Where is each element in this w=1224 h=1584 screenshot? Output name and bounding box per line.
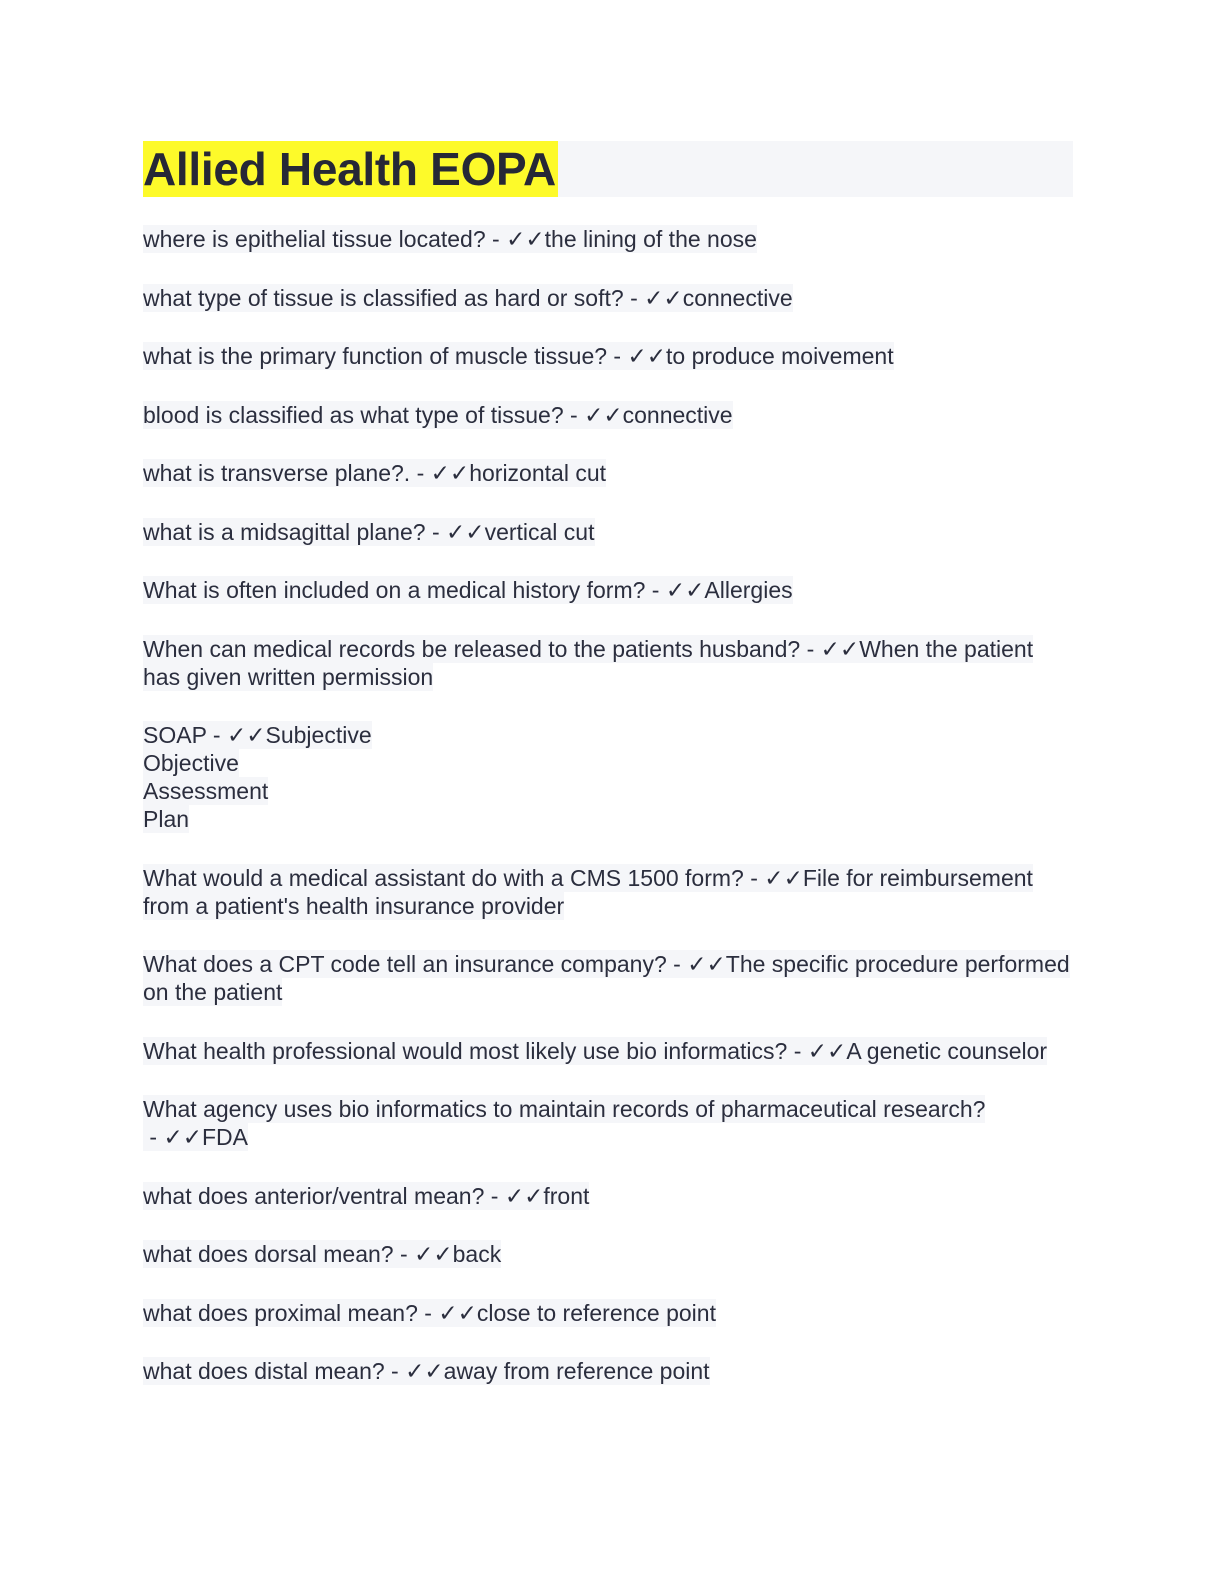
qa-item bbox=[143, 721, 1073, 833]
qa-list bbox=[143, 225, 1073, 1385]
answer-text: FDA bbox=[202, 1124, 248, 1150]
check-mark-icon: ✓✓ bbox=[506, 226, 545, 252]
qa-item bbox=[143, 518, 1073, 546]
separator-dash: - bbox=[607, 343, 628, 369]
check-mark-icon: ✓✓ bbox=[764, 864, 803, 891]
qa-item bbox=[143, 225, 1073, 253]
separator-dash: - bbox=[666, 951, 688, 977]
qa-item bbox=[143, 459, 1073, 487]
question-text: what does proximal mean? bbox=[143, 1299, 418, 1326]
question-text: what is the primary function of muscle tissue? bbox=[143, 343, 608, 369]
answer-text: the lining of the nose bbox=[544, 226, 757, 252]
separator-dash: - bbox=[417, 1299, 439, 1326]
answer-extra-line: Assessment bbox=[143, 778, 269, 804]
separator-dash: - bbox=[425, 518, 447, 545]
question-text: where is epithelial tissue located? bbox=[143, 226, 486, 252]
answer-text: File for reimbursement from a patient's health insurance provider bbox=[143, 864, 1033, 919]
question-text: When can medical records be released to the patients husband? bbox=[143, 635, 801, 662]
title-bar bbox=[143, 141, 1073, 197]
qa-text bbox=[143, 1037, 1047, 1065]
question-text: what does distal mean? bbox=[143, 1358, 385, 1384]
separator-dash: - bbox=[384, 1358, 406, 1384]
answer-text: horizontal cut bbox=[469, 460, 607, 486]
answer-text: to produce moivement bbox=[666, 343, 894, 369]
answer-text: front bbox=[543, 1182, 590, 1209]
answer-text: Allergies bbox=[704, 577, 793, 603]
qa-item bbox=[143, 1095, 1073, 1151]
question-text: what type of tissue is classified as hard or soft? bbox=[143, 284, 624, 311]
check-mark-icon: ✓✓ bbox=[820, 635, 860, 662]
answer-text: connective bbox=[622, 401, 733, 428]
check-mark-icon: ✓✓ bbox=[644, 284, 683, 311]
question-text: What does a CPT code tell an insurance company? bbox=[143, 951, 667, 977]
answer-text: The specific procedure performed on the patient bbox=[143, 951, 1070, 1005]
answer-extra-line: Plan bbox=[143, 806, 190, 832]
question-text: What agency uses bio informatics to maintain records of pharmaceutical research? bbox=[143, 1096, 986, 1122]
qa-text bbox=[143, 518, 595, 546]
separator-dash: - bbox=[410, 460, 431, 486]
check-mark-icon: ✓✓ bbox=[446, 518, 485, 545]
qa-item bbox=[143, 1299, 1073, 1327]
qa-text bbox=[143, 1240, 501, 1268]
answer-text: When the patient has given written permission bbox=[143, 635, 1034, 690]
check-mark-icon: ✓✓ bbox=[226, 722, 266, 748]
qa-text bbox=[143, 864, 1033, 920]
answer-text: away from reference point bbox=[443, 1358, 710, 1384]
check-mark-icon: ✓✓ bbox=[414, 1241, 453, 1267]
qa-text bbox=[143, 1299, 716, 1327]
separator-dash: - bbox=[800, 635, 821, 662]
question-text: what does anterior/ventral mean? bbox=[143, 1182, 485, 1209]
check-mark-icon: ✓✓ bbox=[687, 951, 726, 977]
document-title: Allied Health EOPA bbox=[143, 143, 556, 195]
separator-dash: - bbox=[623, 284, 645, 311]
answer-extra-line: Objective bbox=[143, 750, 239, 776]
question-text: What would a medical assistant do with a CMS 1500 form? bbox=[143, 864, 744, 891]
separator-dash: - bbox=[484, 1182, 505, 1209]
check-mark-icon: ✓✓ bbox=[405, 1358, 444, 1384]
check-mark-icon: ✓✓ bbox=[627, 343, 667, 369]
qa-text bbox=[143, 1357, 710, 1385]
answer-text: vertical cut bbox=[484, 518, 595, 545]
check-mark-icon: ✓✓ bbox=[163, 1124, 202, 1150]
qa-text bbox=[143, 1182, 589, 1210]
question-text: what is transverse plane?. bbox=[143, 460, 411, 486]
answer-text: close to reference point bbox=[476, 1299, 716, 1326]
separator-dash: - bbox=[485, 226, 507, 252]
separator-dash: - bbox=[143, 1124, 164, 1150]
qa-text bbox=[143, 401, 733, 429]
answer-text: back bbox=[452, 1241, 502, 1267]
qa-text bbox=[143, 225, 757, 253]
qa-item bbox=[143, 1357, 1073, 1385]
question-text: SOAP bbox=[143, 722, 207, 748]
qa-text bbox=[143, 459, 606, 487]
qa-item bbox=[143, 401, 1073, 429]
qa-item bbox=[143, 1240, 1073, 1268]
qa-text bbox=[143, 284, 793, 312]
check-mark-icon: ✓✓ bbox=[438, 1299, 477, 1326]
qa-item bbox=[143, 1182, 1073, 1210]
qa-text bbox=[143, 1095, 985, 1151]
check-mark-icon: ✓✓ bbox=[665, 577, 705, 603]
question-text: What health professional would most likely use bio informatics? bbox=[143, 1037, 788, 1064]
answer-text: Subjective bbox=[265, 722, 372, 748]
qa-text bbox=[143, 342, 894, 370]
qa-item bbox=[143, 576, 1073, 604]
qa-item bbox=[143, 635, 1073, 691]
qa-text bbox=[143, 576, 793, 604]
question-text: What is often included on a medical history form? bbox=[143, 577, 646, 603]
separator-dash: - bbox=[563, 401, 585, 428]
check-mark-icon: ✓✓ bbox=[430, 460, 470, 486]
separator-dash: - bbox=[206, 722, 227, 748]
question-text: blood is classified as what type of tissue? bbox=[143, 401, 564, 428]
qa-text bbox=[143, 635, 1033, 691]
separator-dash: - bbox=[787, 1037, 808, 1064]
document-page bbox=[143, 141, 1073, 1416]
check-mark-icon: ✓✓ bbox=[584, 401, 623, 428]
qa-item bbox=[143, 284, 1073, 312]
question-text: what is a midsagittal plane? bbox=[143, 518, 426, 545]
separator-dash: - bbox=[393, 1241, 415, 1267]
question-text: what does dorsal mean? bbox=[143, 1241, 394, 1267]
answer-text: A genetic counselor bbox=[846, 1037, 1048, 1064]
separator-dash: - bbox=[645, 577, 666, 603]
qa-item bbox=[143, 342, 1073, 370]
check-mark-icon: ✓✓ bbox=[807, 1037, 847, 1064]
qa-item bbox=[143, 1037, 1073, 1065]
answer-text: connective bbox=[682, 284, 793, 311]
qa-item bbox=[143, 864, 1073, 920]
separator-dash: - bbox=[743, 864, 765, 891]
qa-item bbox=[143, 950, 1073, 1006]
qa-text bbox=[143, 950, 1070, 1006]
qa-text bbox=[143, 721, 372, 833]
check-mark-icon: ✓✓ bbox=[504, 1182, 544, 1209]
